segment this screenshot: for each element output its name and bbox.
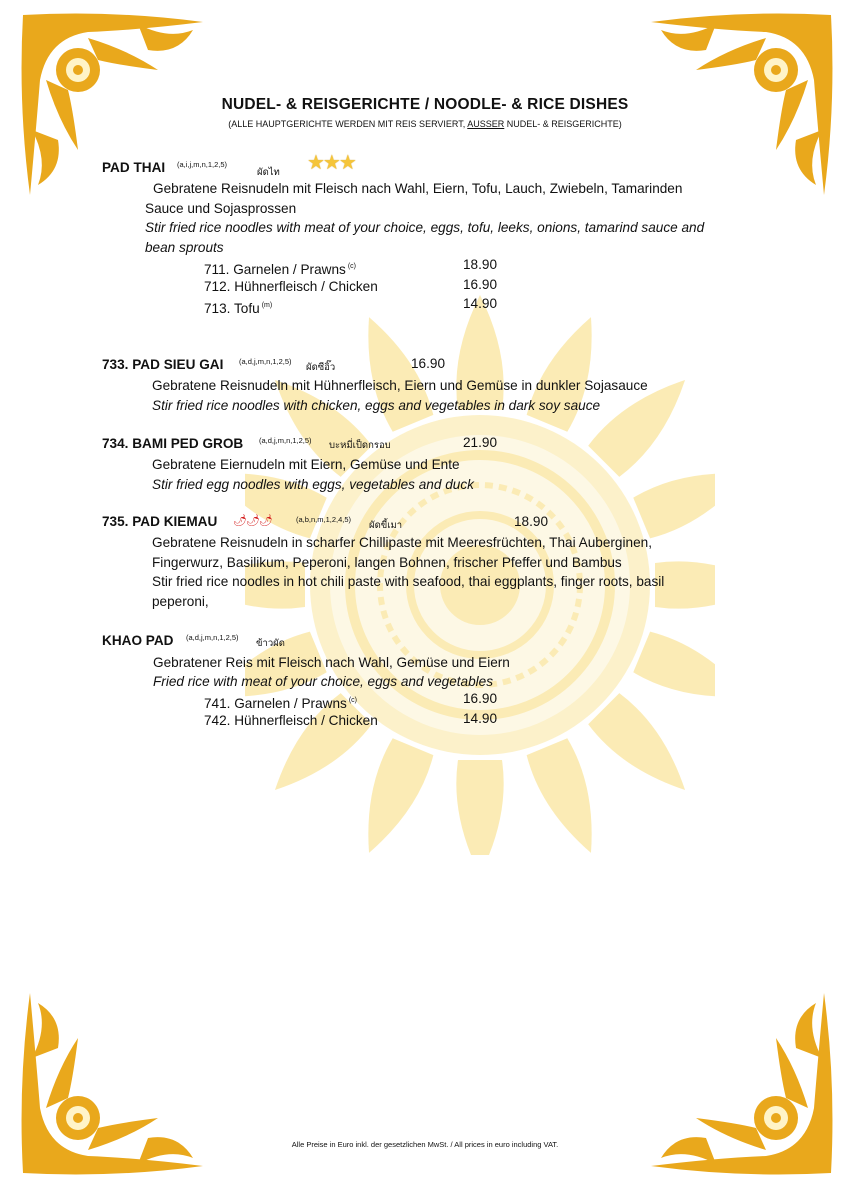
option-text: 741. Garnelen / Prawns — [204, 696, 347, 711]
option-text: 711. Garnelen / Prawns — [204, 262, 346, 277]
option-label — [204, 277, 378, 297]
option-price: 16.90 — [463, 277, 498, 292]
option-text: 713. Tofu — [204, 301, 260, 316]
desc-de-pad-kiemau-1: Gebratene Reisnudeln in scharfer Chillipaste mit Meeresfrüchten, Thai Auberginen, — [152, 535, 652, 550]
desc-de-bami-ped-grob: Gebratene Eiernudeln mit Eiern, Gemüse und Ente — [152, 457, 460, 472]
option-text: 712. Hühnerfleisch / Chicken — [204, 279, 378, 294]
dish-name-bami-ped-grob: 734. BAMI PED GROB — [102, 436, 244, 451]
desc-de-pad-sieu-gai: Gebratene Reisnudeln mit Hühnerfleisch, Eiern und Gemüse in dunkler Sojasauce — [152, 378, 648, 393]
stars-rating: ★★★ — [307, 152, 355, 174]
desc-en-bami-ped-grob: Stir fried egg noodles with eggs, vegetables and duck — [152, 477, 474, 492]
subtitle-underlined: AUSSER — [467, 119, 505, 129]
thai-name-pad-kiemau: ผัดขี้เมา — [369, 520, 403, 531]
thai-name-pad-thai: ผัดไท — [257, 167, 280, 178]
allergens-pad-sieu-gai: (a,d,j,m,n,1,2,5) — [239, 357, 292, 366]
ornament-corner-bottom-right — [646, 988, 836, 1178]
page-title: NUDEL- & REISGERICHTE / NOODLE- & RICE DISHES — [221, 96, 629, 113]
desc-de-pad-thai-1: Gebratene Reisnudeln mit Fleisch nach Wahl, Eiern, Tofu, Lauch, Zwiebeln, Tamarinden — [153, 181, 683, 196]
page-subtitle — [0, 119, 850, 129]
desc-en-pad-sieu-gai: Stir fried rice noodles with chicken, eggs and vegetables in dark soy sauce — [152, 398, 601, 413]
dish-name-pad-thai: PAD THAI — [102, 160, 166, 175]
subtitle-part-b: NUDEL- & REISGERICHTE) — [504, 119, 622, 129]
option-label — [204, 296, 272, 319]
desc-en-pad-thai-1: Stir fried rice noodles with meat of your choice, eggs, tofu, leeks, onions, tamarind sauce and — [145, 220, 705, 235]
option-price: 14.90 — [463, 296, 498, 311]
allergens-bami-ped-grob: (a,d,j,m,n,1,2,5) — [259, 436, 312, 445]
option-price: 16.90 — [463, 691, 498, 706]
option-allergen: (c) — [347, 263, 356, 270]
option-label — [204, 711, 378, 731]
option-price: 18.90 — [463, 257, 498, 272]
allergens-pad-thai: (a,i,j,m,n,1,2,5) — [177, 160, 228, 169]
allergens-pad-kiemau: (a,b,n,m,1,2,4,5) — [296, 515, 352, 524]
thai-name-khao-pad: ข้าวผัด — [256, 638, 285, 649]
chili-icon: 🌶🌶🌶 — [233, 515, 272, 527]
desc-de-pad-kiemau-2: Fingerwurz, Basilikum, Peperoni, langen Bohnen, frischer Pfeffer und Bambus — [152, 555, 622, 570]
thai-name-pad-sieu-gai: ผัดซีอิ๊ว — [306, 362, 336, 373]
subtitle-part-a: (ALLE HAUPTGERICHTE WERDEN MIT REIS SERVIERT, — [228, 119, 468, 129]
option-price: 14.90 — [463, 711, 498, 726]
option-allergen: (m) — [261, 302, 273, 309]
desc-de-khao-pad: Gebratener Reis mit Fleisch nach Wahl, Gemüse und Eiern — [153, 655, 510, 670]
option-allergen: (c) — [348, 697, 357, 704]
thai-name-bami-ped-grob: บะหมี่เป็ดกรอบ — [329, 440, 391, 451]
desc-de-pad-thai-2: Sauce und Sojasprossen — [145, 201, 297, 216]
ornament-corner-bottom-left — [18, 988, 208, 1178]
desc-en-pad-thai-2: bean sprouts — [145, 240, 224, 255]
dish-name-khao-pad: KHAO PAD — [102, 633, 174, 648]
desc-en-khao-pad: Fried rice with meat of your choice, eggs and vegetables — [153, 674, 494, 689]
price-pad-sieu-gai: 16.90 — [411, 356, 446, 371]
footer-note: Alle Preise in Euro inkl. der gesetzlichen MwSt. / All prices in euro including VAT. — [291, 1140, 559, 1149]
option-text: 742. Hühnerfleisch / Chicken — [204, 713, 378, 728]
dish-name-pad-kiemau: 735. PAD KIEMAU — [102, 514, 218, 529]
dish-name-pad-sieu-gai: 733. PAD SIEU GAI — [102, 357, 224, 372]
desc-en-pad-kiemau-1: Stir fried rice noodles in hot chili paste with seafood, thai eggplants, finger roots, basil — [152, 574, 665, 589]
price-bami-ped-grob: 21.90 — [463, 435, 498, 450]
price-pad-kiemau: 18.90 — [514, 514, 549, 529]
desc-en-pad-kiemau-2: peperoni, — [152, 594, 209, 609]
allergens-khao-pad: (a,d,j,m,n,1,2,5) — [186, 633, 239, 642]
